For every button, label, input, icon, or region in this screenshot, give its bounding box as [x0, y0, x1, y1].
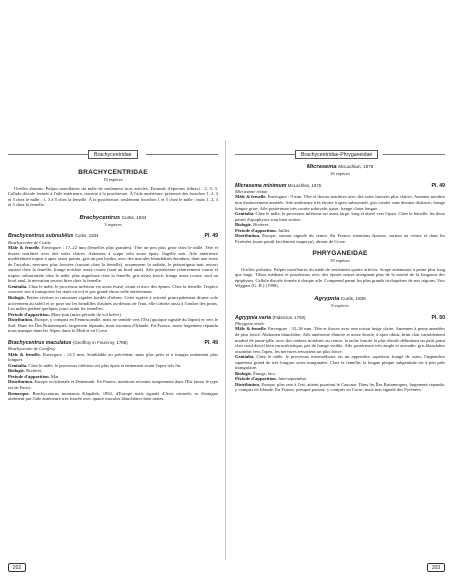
right-column — [235, 163, 445, 393]
left-header-rule-right — [146, 154, 218, 155]
plate-ref: Pl. 50 — [431, 314, 445, 321]
species-common-name: Phrygane ornée — [235, 320, 265, 326]
species-common-name: Brachycentre de Curtis — [8, 239, 51, 245]
species-name: Brachycentrus maculatus — [8, 339, 72, 346]
genus-author: McLachlan, 1876 — [338, 164, 374, 169]
book-gutter — [225, 140, 226, 560]
species-paragraph: Distribution. Europe, y compris en Fennoscandie, mais ne semble vers l'Est (quoique signalé du Japon) et vers le Sud. Dans les Îles Britanniques, largement répandu, mais inconnu d'Irlande. En France, assez largement répandu mais manque dans les Alpes, dans le Midi et en Corse. — [8, 317, 218, 334]
species-paragraph: Biologie. Étangs, lacs. — [235, 370, 277, 376]
family-intro: Ocelles présents. Palpes maxillaires du mâle de seulement quatre articles. Scape antennaire à peine plus long que large. Tibias médians et postérieurs avec des épines noires atteignant plus de la moitié de la longueur des épiphyses. Cellule discale fermée à chaque aile. Comprend parmi les plus grands trichoptères de nos régions. Voir Wiggins (G. B.) (1998). — [235, 266, 445, 289]
species-paragraph: Mâle & femelle. Envergure : 9 mm. Tête et thorax noirâtres avec des soies hirsutes plus claires. Antenne noirâtre non distinctement annelés. Aile antérieure très étroite à apex subarrondi, gris cendré sans dessins distincts, frange longue grise. Aile postérieure très courte subovale, grise, frange claire longue. — [235, 194, 445, 211]
species-paragraph: Distribution. Europe occidentale et Danemark. En France, mentions récentes uniquement dans l'Est (aussi le type est de Paris). — [8, 379, 218, 391]
right-header-rule-right — [383, 154, 445, 155]
page-number-left: 202 — [8, 563, 26, 572]
species-paragraph: Mâle & femelle. Envergure : 33–36 mm. Tête et thorax avec une toison beige claire. Antennes à peine annelées de plus foncé. Abdomen blanchâtre. Aile antérieure élancée et assez étroite, à apex obtus, brun clair variablement marbré de jaune pâle, avec des ombres noirâtres au centre, la tache foncée la plus distale délimitant un petit point clair nord discal bien caractéristique, pas de frange visible. Aile postérieure très ample et arrondie, gris blanchâtre assombri vers l'apex, les nervures ressortent un plus foncé. — [235, 326, 445, 354]
genus-heading — [235, 163, 445, 171]
species-paragraph: Période d'apparition. Mai. — [8, 373, 60, 379]
genus-heading — [235, 295, 445, 303]
species-author: (Fabricius, 1793) — [272, 314, 306, 320]
genus-count: 3 espèces — [104, 221, 122, 227]
species-paragraph: Genitalia. Chez le mâle, le processus intermédiaire est un appendice supérieur frangé de soies, l'appendice supérieur grand de très longues soies marginales. Chez la femelle, la longue plaque subgénitale est à peu près triangulaire. — [235, 354, 445, 371]
plate-ref: Pl. 49 — [204, 339, 218, 346]
family-count: 18 espèces — [330, 258, 350, 264]
genus-author: Curtis, 1834 — [121, 214, 147, 220]
species-paragraph: Remarque. Brachycentrus montanus Klapálek, 1892, d'Europe mais signalé d'Asie centrale, se distingue aisément par l'aile antérieure très foncée avec quatre macules blanchâtres bien nettes. — [8, 390, 218, 402]
genus-name: Brachycentrus — [79, 214, 121, 221]
species-common-name: Brachycentre de Geoffroy — [8, 346, 56, 352]
species-author: Curtis, 1834 — [74, 233, 99, 239]
genus-name: Micrasema — [306, 164, 337, 170]
species-paragraph: Mâle & femelle. Envergure : 13,5 mm. Semblable au précédent, mais plus petit et à franges nettement plus longues. — [8, 351, 218, 363]
genus-heading — [8, 214, 218, 222]
genus-count: 16 espèces — [330, 171, 350, 176]
species-paragraph: Distribution. Europe, surtout signalé du centre. En France, mentions éparses, surtout au centre et dans les Pyrénées (mais paraît facilement inaperçu), absent de Corse. — [235, 233, 445, 244]
species-paragraph: Biologie. Rivières. — [235, 222, 270, 228]
species-paragraph: Genitalia. Chez le mâle, le processus inférieur est assez large, long et dorsé vers l'apex. Chez la femelle, les deux paires d'apophyses sont bien sorties. — [235, 211, 445, 222]
right-running-header: Brachycentridae-Phryganeidae — [295, 150, 378, 159]
species-name: Micrasema minimum — [235, 182, 287, 189]
species-paragraph: Période d'apparition. Juin-septembre. — [235, 376, 308, 382]
species-paragraph: Biologie. Rivières. — [8, 368, 43, 374]
genus-count: 8 espèces — [331, 303, 349, 309]
family-intro: Ocelles absents. Palpes maxillaires du mâle de seulement trois articles. Formule d'éperons (tibias) : 2, 3, 3. Cellule discale fermée à l'aile antérieure, ouverte à la postérieure. À l'aile antérieure, présence des fourches 1, 2, 3 et 5 chez le mâle ; 1, 3 à 5 chez la femelle. À la postérieure, seulement fourches 1 et 5 chez le mâle ; mais 1, 2, 3 et 5 chez la femelle. — [8, 185, 218, 208]
species-author: (Geoffroy in Fourcroy, 1785) — [72, 339, 128, 345]
left-column — [8, 163, 218, 402]
species-paragraph: Distribution. Europe, plus rare à l'est, atteint pourtant le Caucase. Dans les Îles Britanniques, largement répandu, y compris en Irlande. En France, presque partout, y compris en Corse, mais non signalé des Pyrénées. — [235, 381, 445, 393]
family-title: PHRYGANEIDAE — [312, 250, 368, 258]
left-running-header: Brachycentridae — [88, 150, 138, 159]
family-title: BRACHYCENTRIDAE — [78, 169, 148, 176]
species-paragraph: Biologie. Petites rivières et ruisseaux rapides bordés d'arbres. Cette espèce à activité principalement diurne vole activement au soleil et se pose sur les brindilles d'aulnes au-dessus de l'eau, elle s'abrite aussi à l'ombre des ponts. Les mâles portent quelques jours avant les femelles. — [8, 295, 218, 312]
species-author: McLachlan, 1876 — [287, 182, 322, 188]
species-common-name: Micrasème réduit — [235, 188, 268, 194]
species-paragraph: Genitalia. Chez le mâle, le processus inférieur est assez évasé, avant et avec des épines. Chez la femelle, l'espèce concave sert à transporter les œufs en vol et pas grand-chose selle entièrement. — [8, 283, 218, 295]
plate-ref: Pl. 49 — [204, 233, 218, 240]
species-paragraph: Période d'apparition. Mars-juin (mais période de vol brève). — [8, 311, 122, 317]
genus-author: Curtis, 1835 — [340, 296, 366, 302]
species-paragraph: Genitalia. Chez le mâle, le processus inférieur est plus épais et nettement avant l'apex très fin. — [8, 362, 182, 368]
plate-ref: Pl. 49 — [431, 182, 445, 189]
genus-name: Agrypnia — [314, 296, 340, 303]
species-paragraph: Mâle & femelle. Envergure : 17–22 mm (femelles plus grandes). Tête un peu plus grise chez le mâle. Tête et thorax noirâtres avec des soies claires. Antennes à scape velu assez épais, flagelle noir. Aile antérieure modérément trapue à apex assez pointu, gris un peu hyalin, avec des macules blanchâtres éteudues, dont une isoee de l'arculus, nervures plus foncées (surtout chez la femelle), notamment la radiale, le ptérostigma noir ressort surtout chez la femelle, frange noirâtre assez courte (sauf au bord anal). Aile postérieure relativement courte et trapue, subarrondie chez le mâle, plus anguleuse chez la femelle, gris assez foncé, frange assez courte, sauf au bord anal, la nervation ressort bien chez la femelle. — [8, 245, 218, 284]
left-header-rule — [8, 154, 88, 155]
species-name: Agrypnia varia — [235, 314, 272, 321]
family-count: 19 espèces — [103, 177, 123, 182]
page-number-right: 203 — [427, 563, 445, 572]
right-header-rule — [235, 154, 295, 155]
species-paragraph: Période d'apparition. Juillet. — [235, 227, 291, 233]
species-name: Brachycentrus subnubilus — [8, 233, 74, 240]
